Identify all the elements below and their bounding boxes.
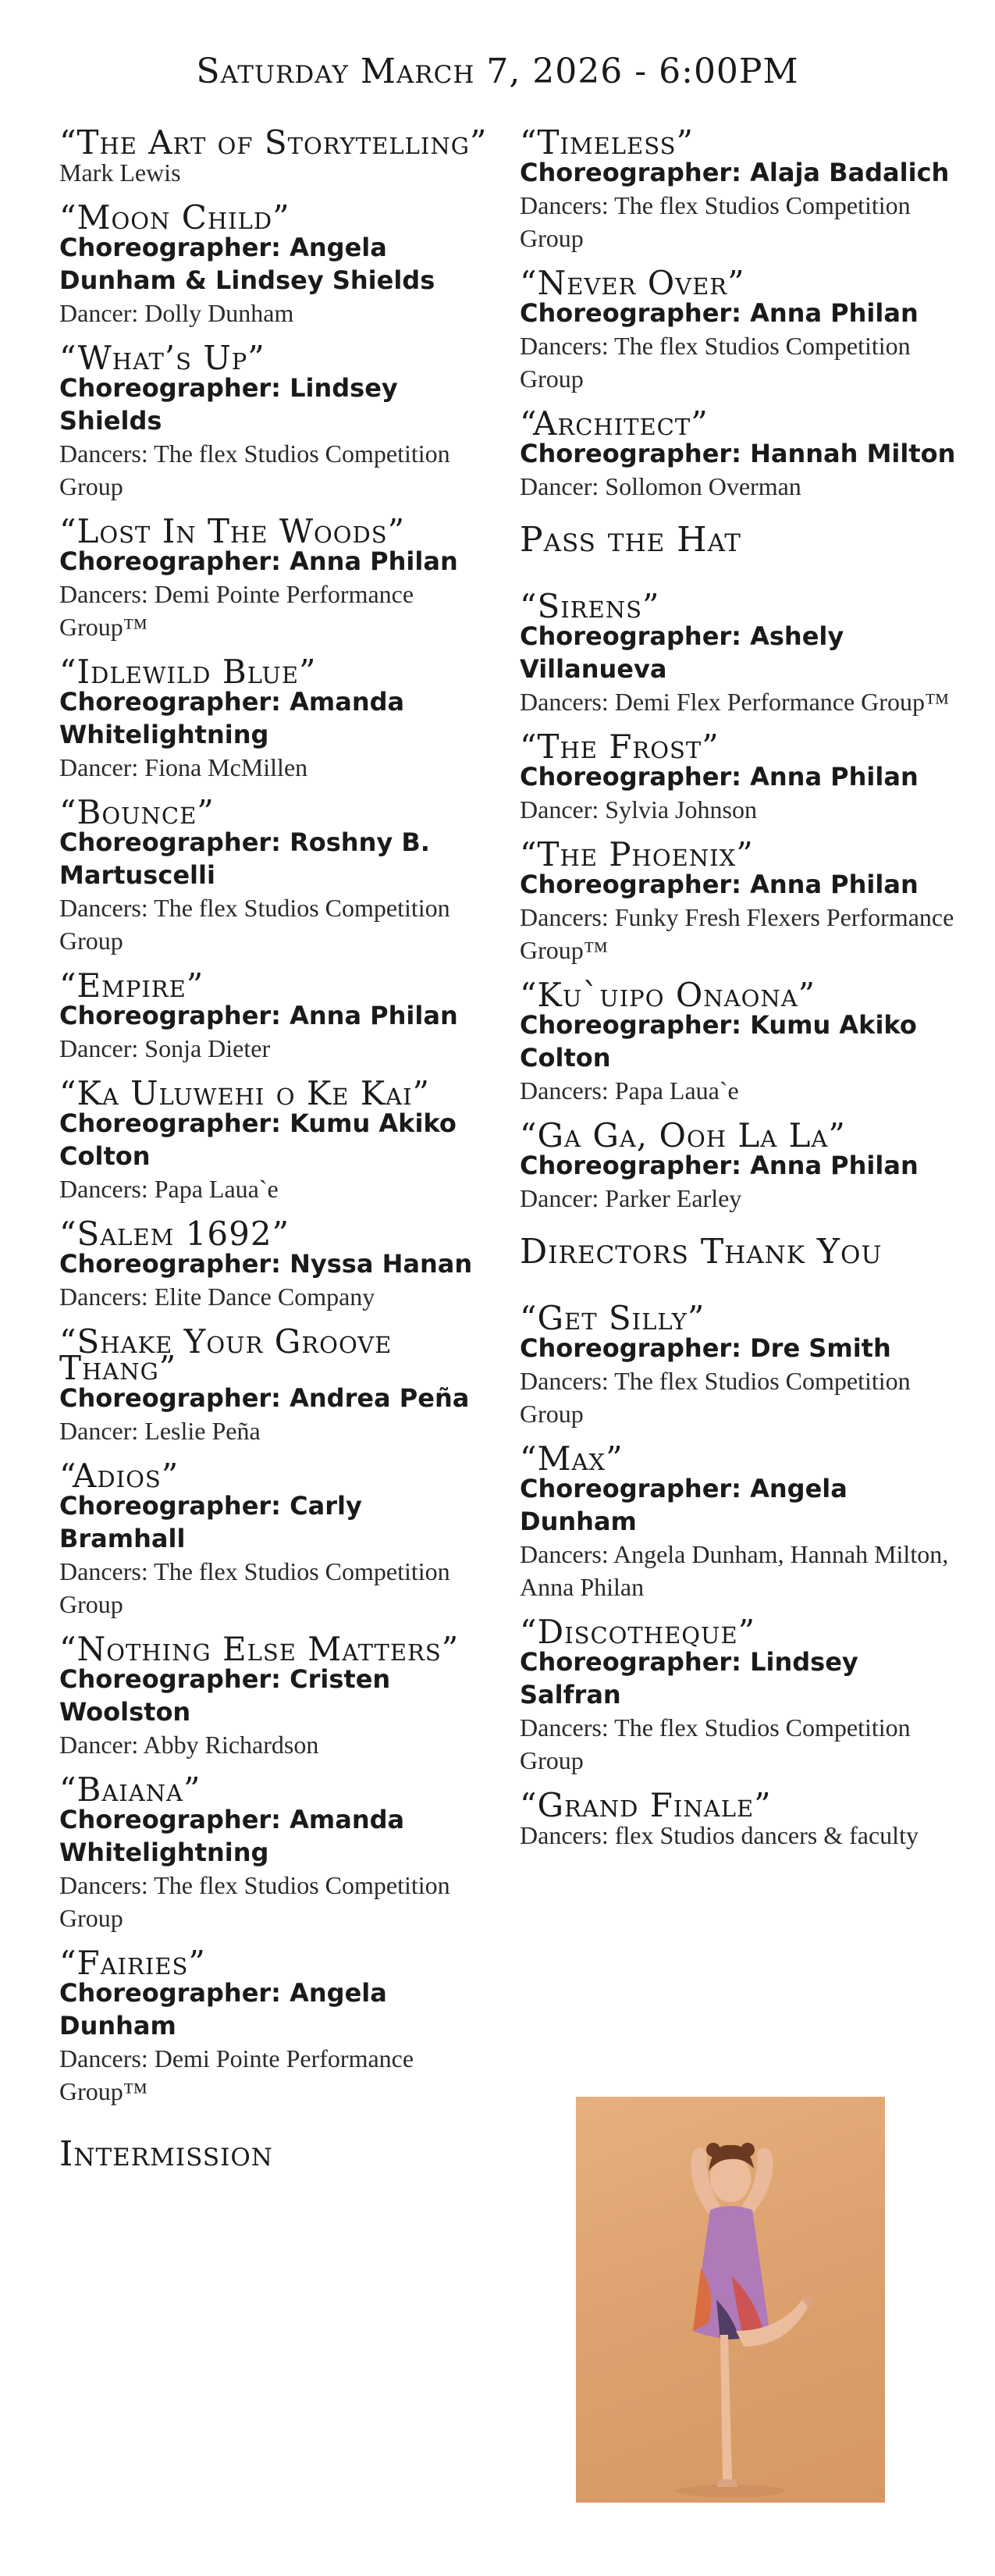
- dancers-credit: Dancers: Funky Fresh Flexers Performance Group™: [520, 903, 954, 964]
- program-item: [59, 1770, 496, 1934]
- program-item: [59, 793, 496, 957]
- choreographer-credit: Choreographer: Angela Dunham & Lindsey Shields: [59, 233, 435, 295]
- piece-title: “Sirens”: [520, 587, 660, 625]
- piece-title: “Lost In The Woods”: [59, 512, 406, 550]
- program-item: [520, 728, 957, 826]
- dancers-credit: Dancers: The flex Studios Competition Group: [520, 191, 911, 252]
- dancers-credit: Dancers: Demi Flex Performance Group™: [520, 688, 950, 716]
- piece-title: “Adios”: [59, 1457, 179, 1495]
- dancers-credit: Dancers: The flex Studios Competition Group: [59, 1557, 450, 1618]
- program-item: [520, 123, 957, 254]
- program-item: [520, 1786, 957, 1852]
- piece-title: “The Frost”: [520, 728, 720, 766]
- program-item: [59, 1074, 496, 1205]
- piece-title: “Grand Finale”: [520, 1786, 772, 1824]
- piece-title: “Nothing Else Matters”: [59, 1630, 460, 1668]
- dancers-credit: Dancer: Dolly Dunham: [59, 299, 294, 327]
- dancers-credit: Dancers: The flex Studios Competition Group: [59, 894, 450, 955]
- dancers-credit: Dancers: The flex Studios Competition Group: [520, 332, 911, 393]
- piece-title: “Ga Ga, Ooh La La”: [520, 1116, 846, 1155]
- dancers-credit: Dancers: Demi Pointe Performance Group™: [59, 580, 414, 641]
- choreographer-credit: Choreographer: Anna Philan: [59, 546, 458, 576]
- right-program-list-a: [520, 123, 957, 503]
- choreographer-credit: Choreographer: Anna Philan: [59, 1001, 458, 1030]
- piece-title: “The Phoenix”: [520, 835, 754, 873]
- dancers-credit: Dancers: Elite Dance Company: [59, 1283, 375, 1311]
- dancers-credit: Dancer: Abby Richardson: [59, 1731, 319, 1759]
- piece-title: “Architect”: [520, 404, 709, 443]
- piece-title: “Empire”: [59, 966, 204, 1005]
- choreographer-credit: Choreographer: Kumu Akiko Colton: [520, 1010, 917, 1073]
- right-program-list-b: [520, 587, 957, 1215]
- dancer-photo: [576, 2097, 885, 2503]
- program-item: [59, 1215, 496, 1313]
- dancers-credit: Dancers: flex Studios dancers & faculty: [520, 1821, 919, 1849]
- choreographer-credit: Choreographer: Anna Philan: [520, 762, 919, 792]
- choreographer-credit: Choreographer: Alaja Badalich: [520, 158, 950, 187]
- left-column: [59, 123, 496, 2208]
- dancers-credit: Dancers: Papa Laua`e: [59, 1175, 279, 1203]
- program-item: [520, 1116, 957, 1215]
- right-column: [520, 123, 957, 1867]
- piece-title: “Ku`uipo Onaona”: [520, 976, 816, 1014]
- piece-title: “Fairies”: [59, 1944, 206, 1982]
- program-item: [59, 966, 496, 1065]
- program-item: [520, 976, 957, 1107]
- pass-the-hat-heading: Pass the Hat: [520, 520, 741, 560]
- choreographer-credit: Choreographer: Cristen Woolston: [59, 1664, 391, 1727]
- program-item: [59, 339, 496, 503]
- program-item: [520, 1299, 957, 1430]
- choreographer-credit: Choreographer: Dre Smith: [520, 1333, 891, 1363]
- dancers-credit: Dancers: The flex Studios Competition Group: [59, 439, 450, 500]
- choreographer-credit: Choreographer: Lindsey Shields: [59, 373, 398, 436]
- program-item: [520, 1613, 957, 1777]
- choreographer-credit: Choreographer: Carly Bramhall: [59, 1491, 362, 1553]
- intermission-heading: Intermission: [59, 2134, 273, 2174]
- piece-title: “Discotheque”: [520, 1613, 756, 1651]
- program-item: [520, 835, 957, 966]
- choreographer-credit: Choreographer: Roshny B. Martuscelli: [59, 827, 430, 890]
- dancers-credit: Mark Lewis: [59, 158, 181, 187]
- program-item: [520, 404, 957, 503]
- dancers-credit: Dancer: Sylvia Johnson: [520, 795, 757, 824]
- choreographer-credit: Choreographer: Anna Philan: [520, 870, 919, 899]
- piece-title: “Shake Your Groove Thang”: [59, 1322, 393, 1387]
- choreographer-credit: Choreographer: Angela Dunham: [59, 1978, 387, 2041]
- dancers-credit: Dancers: The flex Studios Competition Group: [520, 1367, 911, 1428]
- program-item: [59, 1457, 496, 1621]
- piece-title: “The Art of Storytelling”: [59, 123, 488, 162]
- piece-title: “Get Silly”: [520, 1299, 705, 1337]
- choreographer-credit: Choreographer: Hannah Milton: [520, 439, 956, 468]
- choreographer-credit: Choreographer: Angela Dunham: [520, 1474, 848, 1536]
- program-item: [59, 1630, 496, 1761]
- program-item: [59, 123, 496, 189]
- piece-title: “What’s Up”: [59, 339, 265, 377]
- dancers-credit: Dancer: Leslie Peña: [59, 1417, 261, 1445]
- program-item: [520, 264, 957, 395]
- dancers-credit: Dancer: Sollomon Overman: [520, 472, 801, 500]
- program-header: Saturday March 7, 2026 - 6:00PM: [196, 52, 799, 91]
- dancers-credit: Dancers: Angela Dunham, Hannah Milton, Anna Philan: [520, 1540, 949, 1601]
- program-item: [59, 1322, 496, 1447]
- dancers-credit: Dancer: Fiona McMillen: [59, 753, 308, 781]
- program-item: [520, 587, 957, 718]
- piece-title: “Never Over”: [520, 264, 745, 302]
- piece-title: “Timeless”: [520, 123, 694, 162]
- program-item: [520, 1439, 957, 1603]
- choreographer-credit: Choreographer: Anna Philan: [520, 1151, 919, 1180]
- dancer-illustration: [576, 2097, 885, 2503]
- program-item: [59, 198, 496, 329]
- piece-title: “Ka Uluwehi o Ke Kai”: [59, 1074, 430, 1112]
- choreographer-credit: Choreographer: Amanda Whitelightning: [59, 687, 405, 749]
- program-item: [59, 653, 496, 784]
- choreographer-credit: Choreographer: Kumu Akiko Colton: [59, 1108, 457, 1171]
- program-item: [59, 512, 496, 643]
- program-item: [59, 1944, 496, 2108]
- dancers-credit: Dancers: Papa Laua`e: [520, 1076, 739, 1105]
- left-program-list: [59, 123, 496, 2108]
- dancers-credit: Dancers: The flex Studios Competition Group: [59, 1871, 450, 1932]
- directors-thank-you-heading: Directors Thank You: [520, 1232, 883, 1272]
- piece-title: “Salem 1692”: [59, 1215, 290, 1253]
- choreographer-credit: Choreographer: Lindsey Salfran: [520, 1647, 858, 1710]
- dancers-credit: Dancer: Sonja Dieter: [59, 1034, 271, 1062]
- choreographer-credit: Choreographer: Ashely Villanueva: [520, 621, 844, 684]
- dancers-credit: Dancers: Demi Pointe Performance Group™: [59, 2044, 414, 2105]
- choreographer-credit: Choreographer: Nyssa Hanan: [59, 1249, 473, 1279]
- piece-title: “Max”: [520, 1439, 624, 1478]
- dancers-credit: Dancer: Parker Earley: [520, 1184, 742, 1212]
- piece-title: “Moon Child”: [59, 198, 290, 237]
- piece-title: “Baiana”: [59, 1770, 201, 1809]
- choreographer-credit: Choreographer: Amanda Whitelightning: [59, 1805, 405, 1867]
- dancers-credit: Dancers: The flex Studios Competition Group: [520, 1713, 911, 1774]
- piece-title: “Idlewild Blue”: [59, 653, 317, 691]
- choreographer-credit: Choreographer: Anna Philan: [520, 298, 919, 328]
- piece-title: “Bounce”: [59, 793, 215, 831]
- choreographer-credit: Choreographer: Andrea Peña: [59, 1383, 470, 1413]
- right-program-list-c: [520, 1299, 957, 1852]
